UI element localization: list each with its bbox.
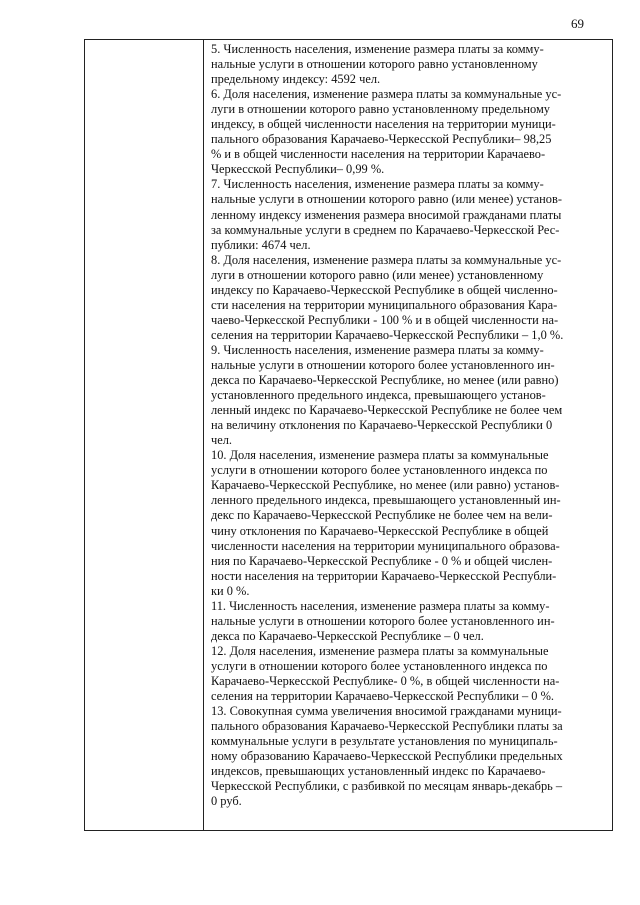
text-line: ки 0 %. bbox=[211, 583, 250, 598]
text-line: численности населения на территории муниципального образова- bbox=[211, 538, 560, 553]
text-line: Карачаево-Черкесской Республике, но менее (или равно) установ- bbox=[211, 478, 560, 493]
table-frame bbox=[84, 39, 613, 831]
text-line: 8. Доля населения, изменение размера платы за коммунальные ус- bbox=[211, 252, 562, 267]
text-line: ному образованию Карачаево-Черкесской Республики предельных bbox=[211, 749, 563, 764]
text-line: 7. Численность населения, изменение размера платы за комму- bbox=[211, 177, 544, 192]
text-line: публики: 4674 чел. bbox=[211, 237, 311, 252]
text-line: нальные услуги в отношении которого равно установленному bbox=[211, 57, 538, 72]
text-line: декс по Карачаево-Черкесской Республике не более чем на вели- bbox=[211, 508, 553, 523]
text-line: 13. Совокупная сумма увеличения вносимой гражданами муници- bbox=[211, 704, 562, 719]
text-line: ленному индексу изменения размера вносимой гражданами платы bbox=[211, 207, 562, 222]
text-line: установленного предельного индекса, превышающего установ- bbox=[211, 388, 546, 403]
text-line: ния по Карачаево-Черкесской Республике - 0 % и общей числен- bbox=[211, 553, 553, 568]
text-line: на величину отклонения по Карачаево-Черкесской Республики 0 bbox=[211, 418, 553, 433]
text-line: услуги в отношении которого более установленного индекса по bbox=[211, 658, 548, 673]
text-line: 6. Доля населения, изменение размера платы за коммунальные ус- bbox=[211, 87, 562, 102]
text-line: селения на территории Карачаево-Черкесской Республики – 1,0 %. bbox=[211, 327, 564, 342]
text-line: селения на территории Карачаево-Черкесской Республики – 0 %. bbox=[211, 689, 555, 704]
text-line: 10. Доля населения, изменение размера платы за коммунальные bbox=[211, 448, 549, 463]
text-line: пального образования Карачаево-Черкесской Республики платы за bbox=[211, 719, 563, 734]
text-line: 0 руб. bbox=[211, 794, 242, 809]
text-line: пального образования Карачаево-Черкесской Республики– 98,25 bbox=[211, 132, 552, 147]
text-line: Черкесской Республики– 0,99 %. bbox=[211, 162, 385, 177]
text-line: луги в отношении которого равно установленному предельному bbox=[211, 102, 550, 117]
text-line: индексов, превышающих установленный индекс по Карачаево- bbox=[211, 764, 546, 779]
text-line: Черкесской Республики, с разбивкой по месяцам январь-декабрь – bbox=[211, 779, 563, 794]
text-line: декса по Карачаево-Черкесской Республике, но менее (или равно) bbox=[211, 373, 559, 388]
text-line: за коммунальные услуги в среднем по Карачаево-Черкесской Рес- bbox=[211, 222, 560, 237]
text-line: нальные услуги в отношении которого равно (или менее) установ- bbox=[211, 192, 562, 207]
column-divider bbox=[203, 40, 204, 830]
text-line: 5. Численность населения, изменение размера платы за комму- bbox=[211, 42, 544, 56]
text-line: 9. Численность населения, изменение размера платы за комму- bbox=[211, 342, 544, 357]
text-line: ленный индекс по Карачаево-Черкесской Республике не более чем bbox=[211, 403, 563, 418]
text-line: индексу по Карачаево-Черкесской Республике в общей численно- bbox=[211, 282, 558, 297]
text-line: % и в общей численности населения на территории Карачаево- bbox=[211, 147, 546, 162]
text-line: луги в отношении которого равно (или менее) установленному bbox=[211, 267, 544, 282]
text-line: Карачаево-Черкесской Республике- 0 %, в общей численности на- bbox=[211, 673, 560, 688]
text-line: ности населения на территории Карачаево-Черкесской Республи- bbox=[211, 568, 557, 583]
text-line: чаево-Черкесской Республики - 100 % и в общей численности на- bbox=[211, 312, 559, 327]
text-line: коммунальные услуги в результате установления по муниципаль- bbox=[211, 734, 558, 749]
text-line: чину отклонения по Карачаево-Черкесской Республике в общей bbox=[211, 523, 549, 538]
page-number: 69 bbox=[571, 16, 584, 31]
text-line: 11. Численность населения, изменение размера платы за комму- bbox=[211, 598, 550, 613]
text-line: декса по Карачаево-Черкесской Республике – 0 чел. bbox=[211, 628, 484, 643]
text-line: нальные услуги в отношении которого более установленного ин- bbox=[211, 357, 555, 372]
text-line: 12. Доля населения, изменение размера платы за коммунальные bbox=[211, 643, 549, 658]
text-line: индексу, в общей численности населения на территории муници- bbox=[211, 117, 556, 132]
text-line: нальные услуги в отношении которого более установленного ин- bbox=[211, 613, 555, 628]
text-line: сти населения на территории муниципального образования Кара- bbox=[211, 297, 558, 312]
text-line: чел. bbox=[211, 433, 233, 448]
text-line: предельному индексу: 4592 чел. bbox=[211, 72, 381, 87]
text-line: услуги в отношении которого более установленного индекса по bbox=[211, 463, 548, 478]
text-line: ленного предельного индекса, превышающего установленный ин- bbox=[211, 493, 561, 508]
content-cell bbox=[211, 42, 609, 809]
